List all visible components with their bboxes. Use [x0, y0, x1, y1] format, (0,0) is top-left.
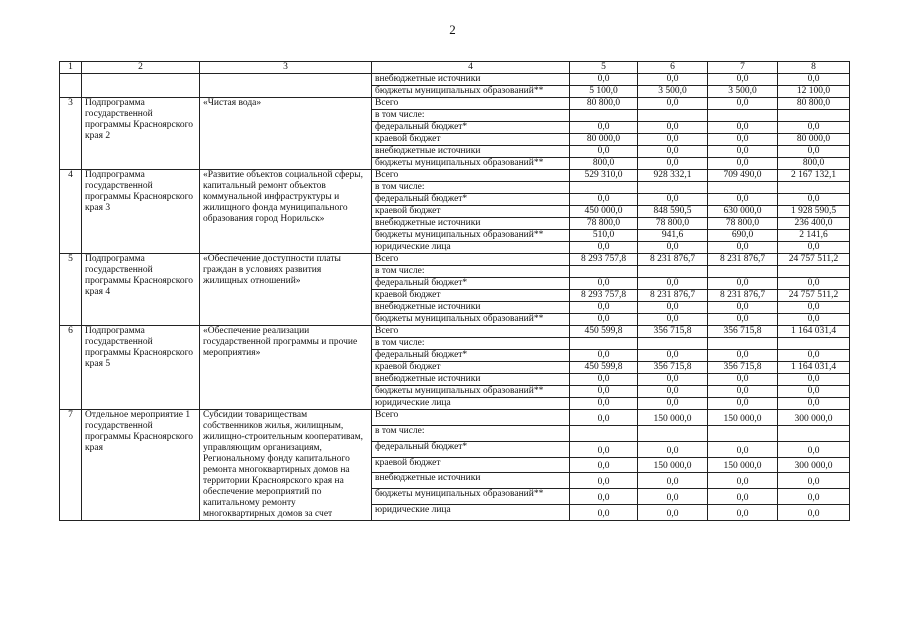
funding-source: Всего: [372, 170, 570, 182]
value-col-5: 5 100,0: [570, 86, 638, 98]
value-col-7: [708, 182, 778, 194]
value-col-7: 3 500,0: [708, 86, 778, 98]
value-col-5: 450 000,0: [570, 206, 638, 218]
value-col-7: 356 715,8: [708, 362, 778, 374]
program-name: Отдельное мероприятие 1 государственной программы Красноярского края: [82, 410, 200, 521]
column-header-8: 8: [778, 62, 850, 74]
table-header-row: [60, 62, 850, 74]
value-col-8: [778, 338, 850, 350]
column-header-6: 6: [638, 62, 708, 74]
value-col-8: 0,0: [778, 194, 850, 206]
value-col-5: 80 000,0: [570, 134, 638, 146]
value-col-5: 0,0: [570, 386, 638, 398]
value-col-5: 0,0: [570, 350, 638, 362]
value-col-8: 2 167 132,1: [778, 170, 850, 182]
value-col-8: [778, 182, 850, 194]
value-col-7: 0,0: [708, 302, 778, 314]
program-name: [82, 74, 200, 98]
funding-source: внебюджетные источники: [372, 473, 570, 489]
value-col-8: 236 400,0: [778, 218, 850, 230]
column-header-2: 2: [82, 62, 200, 74]
funding-source: внебюджетные источники: [372, 374, 570, 386]
value-col-8: 12 100,0: [778, 86, 850, 98]
value-col-7: 356 715,8: [708, 326, 778, 338]
funding-source: юридические лица: [372, 505, 570, 521]
value-col-5: 0,0: [570, 505, 638, 521]
row-number: 3: [60, 98, 82, 170]
funding-source: внебюджетные источники: [372, 218, 570, 230]
value-col-6: 78 800,0: [638, 218, 708, 230]
funding-source: федеральный бюджет*: [372, 350, 570, 362]
table-row: [60, 410, 850, 426]
value-col-7: 630 000,0: [708, 206, 778, 218]
value-col-8: 0,0: [778, 489, 850, 505]
value-col-6: 0,0: [638, 441, 708, 457]
value-col-8: 0,0: [778, 302, 850, 314]
value-col-6: 0,0: [638, 98, 708, 110]
value-col-5: 0,0: [570, 457, 638, 473]
value-col-7: 0,0: [708, 374, 778, 386]
value-col-5: [570, 425, 638, 441]
value-col-6: 0,0: [638, 350, 708, 362]
funding-source: в том числе:: [372, 266, 570, 278]
funding-source: федеральный бюджет*: [372, 122, 570, 134]
program-name: Подпрограмма государственной программы Красноярского края 3: [82, 170, 200, 254]
value-col-6: 150 000,0: [638, 457, 708, 473]
table-row: [60, 326, 850, 338]
value-col-7: 0,0: [708, 242, 778, 254]
value-col-5: 0,0: [570, 410, 638, 426]
column-header-5: 5: [570, 62, 638, 74]
value-col-6: 0,0: [638, 374, 708, 386]
value-col-6: 356 715,8: [638, 362, 708, 374]
column-header-3: 3: [200, 62, 372, 74]
value-col-6: 0,0: [638, 134, 708, 146]
program-name: Подпрограмма государственной программы Красноярского края 2: [82, 98, 200, 170]
value-col-7: 0,0: [708, 98, 778, 110]
value-col-6: 3 500,0: [638, 86, 708, 98]
value-col-6: 356 715,8: [638, 326, 708, 338]
funding-source: федеральный бюджет*: [372, 194, 570, 206]
value-col-6: [638, 425, 708, 441]
funding-source: юридические лица: [372, 242, 570, 254]
value-col-7: 78 800,0: [708, 218, 778, 230]
value-col-5: 0,0: [570, 194, 638, 206]
value-col-5: 0,0: [570, 374, 638, 386]
value-col-6: 150 000,0: [638, 410, 708, 426]
value-col-6: 928 332,1: [638, 170, 708, 182]
program-title: «Обеспечение реализации государственной программы и прочие мероприятия»: [200, 326, 372, 410]
table-row: [60, 254, 850, 266]
value-col-6: [638, 182, 708, 194]
funding-source: Всего: [372, 410, 570, 426]
value-col-6: 8 231 876,7: [638, 290, 708, 302]
program-title: [200, 74, 372, 98]
value-col-5: 0,0: [570, 122, 638, 134]
value-col-7: 0,0: [708, 441, 778, 457]
value-col-5: 80 800,0: [570, 98, 638, 110]
row-number: 4: [60, 170, 82, 254]
value-col-8: 0,0: [778, 386, 850, 398]
value-col-6: 0,0: [638, 278, 708, 290]
column-header-1: 1: [60, 62, 82, 74]
value-col-5: [570, 266, 638, 278]
value-col-6: 0,0: [638, 194, 708, 206]
value-col-5: 0,0: [570, 441, 638, 457]
value-col-8: 0,0: [778, 74, 850, 86]
value-col-7: 0,0: [708, 278, 778, 290]
value-col-5: 0,0: [570, 302, 638, 314]
value-col-6: 0,0: [638, 505, 708, 521]
budget-table: [59, 61, 850, 521]
value-col-7: [708, 110, 778, 122]
table-row: [60, 74, 850, 86]
value-col-7: 0,0: [708, 505, 778, 521]
funding-source: федеральный бюджет*: [372, 278, 570, 290]
column-header-7: 7: [708, 62, 778, 74]
value-col-8: 24 757 511,2: [778, 290, 850, 302]
program-title: «Чистая вода»: [200, 98, 372, 170]
value-col-8: 0,0: [778, 242, 850, 254]
value-col-7: [708, 266, 778, 278]
funding-source: федеральный бюджет*: [372, 441, 570, 457]
funding-source: краевой бюджет: [372, 290, 570, 302]
value-col-8: 80 800,0: [778, 98, 850, 110]
table-row: [60, 170, 850, 182]
value-col-7: [708, 425, 778, 441]
value-col-8: 1 164 031,4: [778, 326, 850, 338]
value-col-7: 0,0: [708, 122, 778, 134]
value-col-8: 0,0: [778, 473, 850, 489]
value-col-7: 8 231 876,7: [708, 290, 778, 302]
funding-source: Всего: [372, 98, 570, 110]
value-col-5: [570, 110, 638, 122]
value-col-8: [778, 266, 850, 278]
value-col-8: 300 000,0: [778, 410, 850, 426]
funding-source: Всего: [372, 254, 570, 266]
value-col-5: [570, 182, 638, 194]
value-col-8: 0,0: [778, 398, 850, 410]
value-col-6: 0,0: [638, 158, 708, 170]
value-col-8: 0,0: [778, 146, 850, 158]
value-col-7: 690,0: [708, 230, 778, 242]
value-col-7: 709 490,0: [708, 170, 778, 182]
value-col-7: 8 231 876,7: [708, 254, 778, 266]
value-col-5: 0,0: [570, 242, 638, 254]
value-col-8: 0,0: [778, 441, 850, 457]
value-col-8: 0,0: [778, 505, 850, 521]
funding-source: краевой бюджет: [372, 206, 570, 218]
value-col-6: 0,0: [638, 386, 708, 398]
value-col-8: 0,0: [778, 374, 850, 386]
value-col-6: 941,6: [638, 230, 708, 242]
value-col-7: 0,0: [708, 194, 778, 206]
funding-source: краевой бюджет: [372, 134, 570, 146]
funding-source: в том числе:: [372, 110, 570, 122]
funding-source: бюджеты муниципальных образований**: [372, 314, 570, 326]
value-col-8: [778, 425, 850, 441]
value-col-8: 0,0: [778, 122, 850, 134]
value-col-6: [638, 110, 708, 122]
program-title: Субсидии товариществам собственников жилья, жилищным, жилищно-строительным кооперативам, управляющим организациям, Региональному фонду капитального ремонта многоквартирных домов на территории Красноярского края на обеспечение мероприятий по капитальному ремонту многоквартирных домов за счет: [200, 410, 372, 521]
funding-source: юридические лица: [372, 398, 570, 410]
row-number: [60, 74, 82, 98]
value-col-8: 1 928 590,5: [778, 206, 850, 218]
funding-source: бюджеты муниципальных образований**: [372, 86, 570, 98]
page-number: 2: [449, 22, 456, 37]
funding-source: внебюджетные источники: [372, 74, 570, 86]
value-col-8: 0,0: [778, 350, 850, 362]
value-col-5: 450 599,8: [570, 326, 638, 338]
value-col-5: [570, 338, 638, 350]
value-col-8: [778, 110, 850, 122]
funding-source: бюджеты муниципальных образований**: [372, 386, 570, 398]
program-title: «Обеспечение доступности платы граждан в условиях развития жилищных отношений»: [200, 254, 372, 326]
value-col-8: 0,0: [778, 278, 850, 290]
value-col-7: 0,0: [708, 74, 778, 86]
row-number: 7: [60, 410, 82, 521]
value-col-5: 450 599,8: [570, 362, 638, 374]
value-col-6: 0,0: [638, 473, 708, 489]
value-col-5: 0,0: [570, 473, 638, 489]
funding-source: бюджеты муниципальных образований**: [372, 158, 570, 170]
funding-source: Всего: [372, 326, 570, 338]
funding-source: в том числе:: [372, 338, 570, 350]
value-col-5: 0,0: [570, 489, 638, 505]
value-col-6: [638, 338, 708, 350]
funding-source: в том числе:: [372, 182, 570, 194]
value-col-6: 0,0: [638, 242, 708, 254]
value-col-6: 0,0: [638, 146, 708, 158]
value-col-5: 510,0: [570, 230, 638, 242]
value-col-6: 0,0: [638, 489, 708, 505]
funding-source: бюджеты муниципальных образований**: [372, 230, 570, 242]
value-col-6: 0,0: [638, 398, 708, 410]
value-col-6: [638, 266, 708, 278]
value-col-8: 0,0: [778, 314, 850, 326]
funding-source: в том числе:: [372, 425, 570, 441]
column-header-4: 4: [372, 62, 570, 74]
funding-source: внебюджетные источники: [372, 302, 570, 314]
value-col-7: 0,0: [708, 473, 778, 489]
row-number: 6: [60, 326, 82, 410]
value-col-5: 8 293 757,8: [570, 290, 638, 302]
value-col-6: 0,0: [638, 74, 708, 86]
value-col-8: 1 164 031,4: [778, 362, 850, 374]
program-title: «Развитие объектов социальной сферы, капитальный ремонт объектов коммунальной инфраструктуры и жилищного фонда муниципального образования город Норильск»: [200, 170, 372, 254]
funding-source: краевой бюджет: [372, 362, 570, 374]
program-name: Подпрограмма государственной программы Красноярского края 5: [82, 326, 200, 410]
value-col-8: 24 757 511,2: [778, 254, 850, 266]
value-col-6: 0,0: [638, 314, 708, 326]
value-col-5: 0,0: [570, 146, 638, 158]
value-col-7: 0,0: [708, 158, 778, 170]
value-col-6: 8 231 876,7: [638, 254, 708, 266]
value-col-6: 0,0: [638, 122, 708, 134]
value-col-8: 80 000,0: [778, 134, 850, 146]
value-col-5: 800,0: [570, 158, 638, 170]
program-name: Подпрограмма государственной программы Красноярского края 4: [82, 254, 200, 326]
value-col-7: 0,0: [708, 386, 778, 398]
value-col-5: 0,0: [570, 278, 638, 290]
funding-source: краевой бюджет: [372, 457, 570, 473]
row-number: 5: [60, 254, 82, 326]
value-col-5: 78 800,0: [570, 218, 638, 230]
value-col-8: 800,0: [778, 158, 850, 170]
value-col-7: 0,0: [708, 489, 778, 505]
value-col-7: 0,0: [708, 350, 778, 362]
value-col-6: 848 590,5: [638, 206, 708, 218]
funding-source: бюджеты муниципальных образований**: [372, 489, 570, 505]
value-col-8: 2 141,6: [778, 230, 850, 242]
value-col-5: 8 293 757,8: [570, 254, 638, 266]
value-col-6: 0,0: [638, 302, 708, 314]
value-col-5: 529 310,0: [570, 170, 638, 182]
value-col-5: 0,0: [570, 398, 638, 410]
value-col-7: 150 000,0: [708, 410, 778, 426]
funding-source: внебюджетные источники: [372, 146, 570, 158]
value-col-7: 0,0: [708, 146, 778, 158]
value-col-7: [708, 338, 778, 350]
value-col-7: 0,0: [708, 134, 778, 146]
value-col-7: 150 000,0: [708, 457, 778, 473]
value-col-7: 0,0: [708, 314, 778, 326]
value-col-5: 0,0: [570, 314, 638, 326]
value-col-5: 0,0: [570, 74, 638, 86]
value-col-8: 300 000,0: [778, 457, 850, 473]
table-row: [60, 98, 850, 110]
value-col-7: 0,0: [708, 398, 778, 410]
